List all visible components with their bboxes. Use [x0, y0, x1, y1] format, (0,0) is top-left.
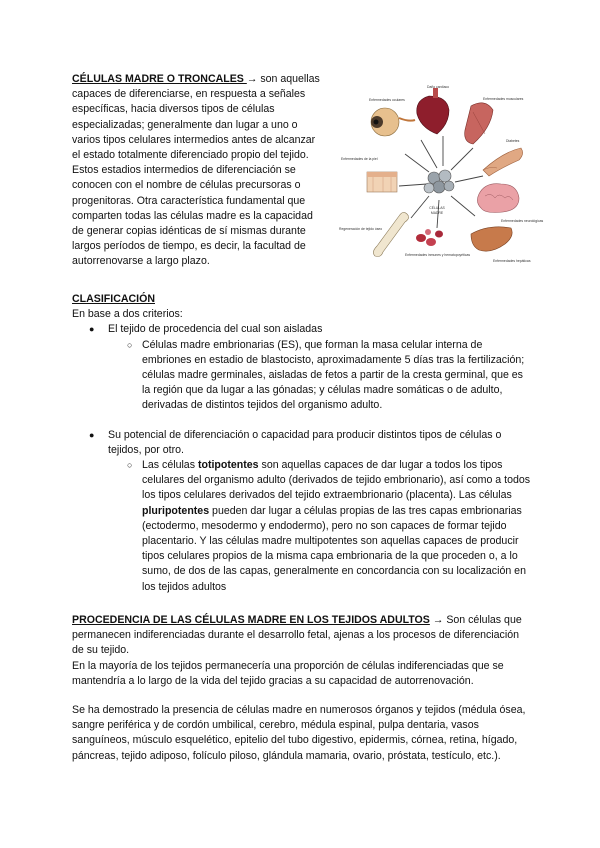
- center-label-2: MADRE: [430, 211, 444, 215]
- intro-paragraph: [72, 72, 324, 270]
- muscle-icon: [465, 103, 493, 144]
- blood-cells-icon: [416, 229, 443, 246]
- sub-bullet-circle-icon: ○: [127, 339, 133, 350]
- label-muscle: Enfermedades musculares: [483, 97, 524, 101]
- bullet-dot-icon: ●: [89, 324, 95, 335]
- clasificacion-title: CLASIFICACIÓN: [72, 293, 155, 305]
- bullet-dot-icon: ●: [89, 429, 95, 440]
- eye-icon: [371, 108, 415, 136]
- procedencia-section: [72, 613, 532, 764]
- label-skin-1: Enfermedades de la piel: [341, 157, 378, 161]
- clasificacion-section: [72, 292, 532, 595]
- procedencia-p3: Se ha demostrado la presencia de células madre en numerosos órganos y tejidos (médula ósea, sangre periférica y de cordón umbilical, cerebro, médula espinal, pulpa dentaria, vasos sanguíneos, músculo esquelético, epitelio del tubo digestivo, epidermis, córnea, retina, hígado, páncreas, tejido adiposo, folículo piloso, glándula mamaria, ovario, próstata, testículo, etc.).: [72, 704, 526, 762]
- skin-icon: [367, 172, 397, 192]
- label-heart: Daño cardíaco: [427, 85, 450, 89]
- stem-cells-cluster-icon: [424, 170, 454, 193]
- procedencia-paragraph: PROCEDENCIA DE LAS CÉLULAS MADRE EN LOS TEJIDOS ADULTOS → Son células que permanecen indiferenciadas durante el desarrollo fetal, ajenas a los procesos de diferenciación de su tejido.: [72, 614, 522, 657]
- liver-icon: [471, 227, 512, 251]
- label-liver: Enfermedades hepáticas: [493, 259, 531, 263]
- sub-item-2: ○ Las células totipotentes son aquellas capaces de dar lugar a todos los tipos celulares del organismo adulto (derivados de tejido embrionario), así como a todos los tipos celulares derivados del tejido extraembrionario (placenta). Las células pluripotentes pueden dar lugar a células propias de las tres capas embrionarias (ectodermo, mesodermo y endodermo), pero no son capaces de formar tejido placentario. Y las células madre multipotentes son aquellas capaces de producir tipos celulares propios de la misma capa embrionaria de la que proceden o, a lo sumo, de dos de las capas, generalmente en concordancia con su localización en los tejidos adultos: [127, 459, 531, 593]
- brain-icon: [477, 184, 519, 213]
- procedencia-title: PROCEDENCIA DE LAS CÉLULAS MADRE EN LOS TEJIDOS ADULTOS: [72, 614, 430, 626]
- label-eye: Enfermedades oculares: [369, 98, 405, 102]
- heart-icon: [417, 88, 449, 134]
- clasificacion-intro: En base a dos criterios:: [72, 308, 183, 321]
- label-pancreas: Diabetes: [506, 139, 520, 143]
- bone-icon: [373, 212, 408, 256]
- term-totipotentes: totipotentes: [197, 459, 259, 472]
- bullet-item-1: ● El tejido de procedencia del cual son aisladas: [72, 322, 532, 337]
- label-blood: Enfermedades inmunes y hematopoyéticas: [405, 253, 471, 257]
- bullet-item-2: ● Su potencial de diferenciación o capacidad para producir distintos tipos de células o tejidos, por otro.: [89, 428, 502, 456]
- pancreas-icon: [483, 148, 523, 176]
- label-brain: Enfermedades neurológicas: [501, 219, 544, 223]
- intro-title: CÉLULAS MADRE O TRONCALES: [72, 73, 247, 85]
- sub-bullet-circle-icon: ○: [127, 460, 133, 471]
- intro-text: → son aquellas capaces de diferenciarse, en respuesta a señales específicas, hacia diversos tipos de células especializadas; generalmente dan lugar a uno o varios tipos celulares intermedios antes de alcanzar el estado totalmente diferenciado propio del tejido. Estos estadios intermedios de diferenciación se conocen con el nombre de células precursoras o progenitoras. Otra característica fundamental que comparten todas las células madre es la capacidad de generar copias idénticas de sí mismas durante largos períodos de tiempo, es decir, la facultad de autorrenovarse a largo plazo.: [72, 73, 320, 268]
- label-bone: Regeneración de tejido óseo: [339, 227, 383, 231]
- stem-cell-figure: [333, 78, 544, 271]
- center-label-1: CÉLULAS: [429, 206, 445, 210]
- term-pluripotentes: pluripotentes: [142, 504, 210, 517]
- sub-item-1: ○ Células madre embrionarias (ES), que forman la masa celular interna de embriones en estadio de blastocisto, aproximadamente 5 días tras la fertilización; células madre germinales, aisladas de fetos a partir de la cresta germinal, que es la región que da lugar a las gónadas; y células madre somáticas o de adulto, derivadas de distintos tejidos del organismo adulto.: [127, 338, 525, 412]
- stem-cell-diagram: [333, 78, 544, 271]
- procedencia-p2: En la mayoría de los tejidos permanecería una proporción de células indiferenciadas que se mantendría a lo largo de la vida del tejido gracias a su capacidad de autorrenovación.: [72, 659, 504, 687]
